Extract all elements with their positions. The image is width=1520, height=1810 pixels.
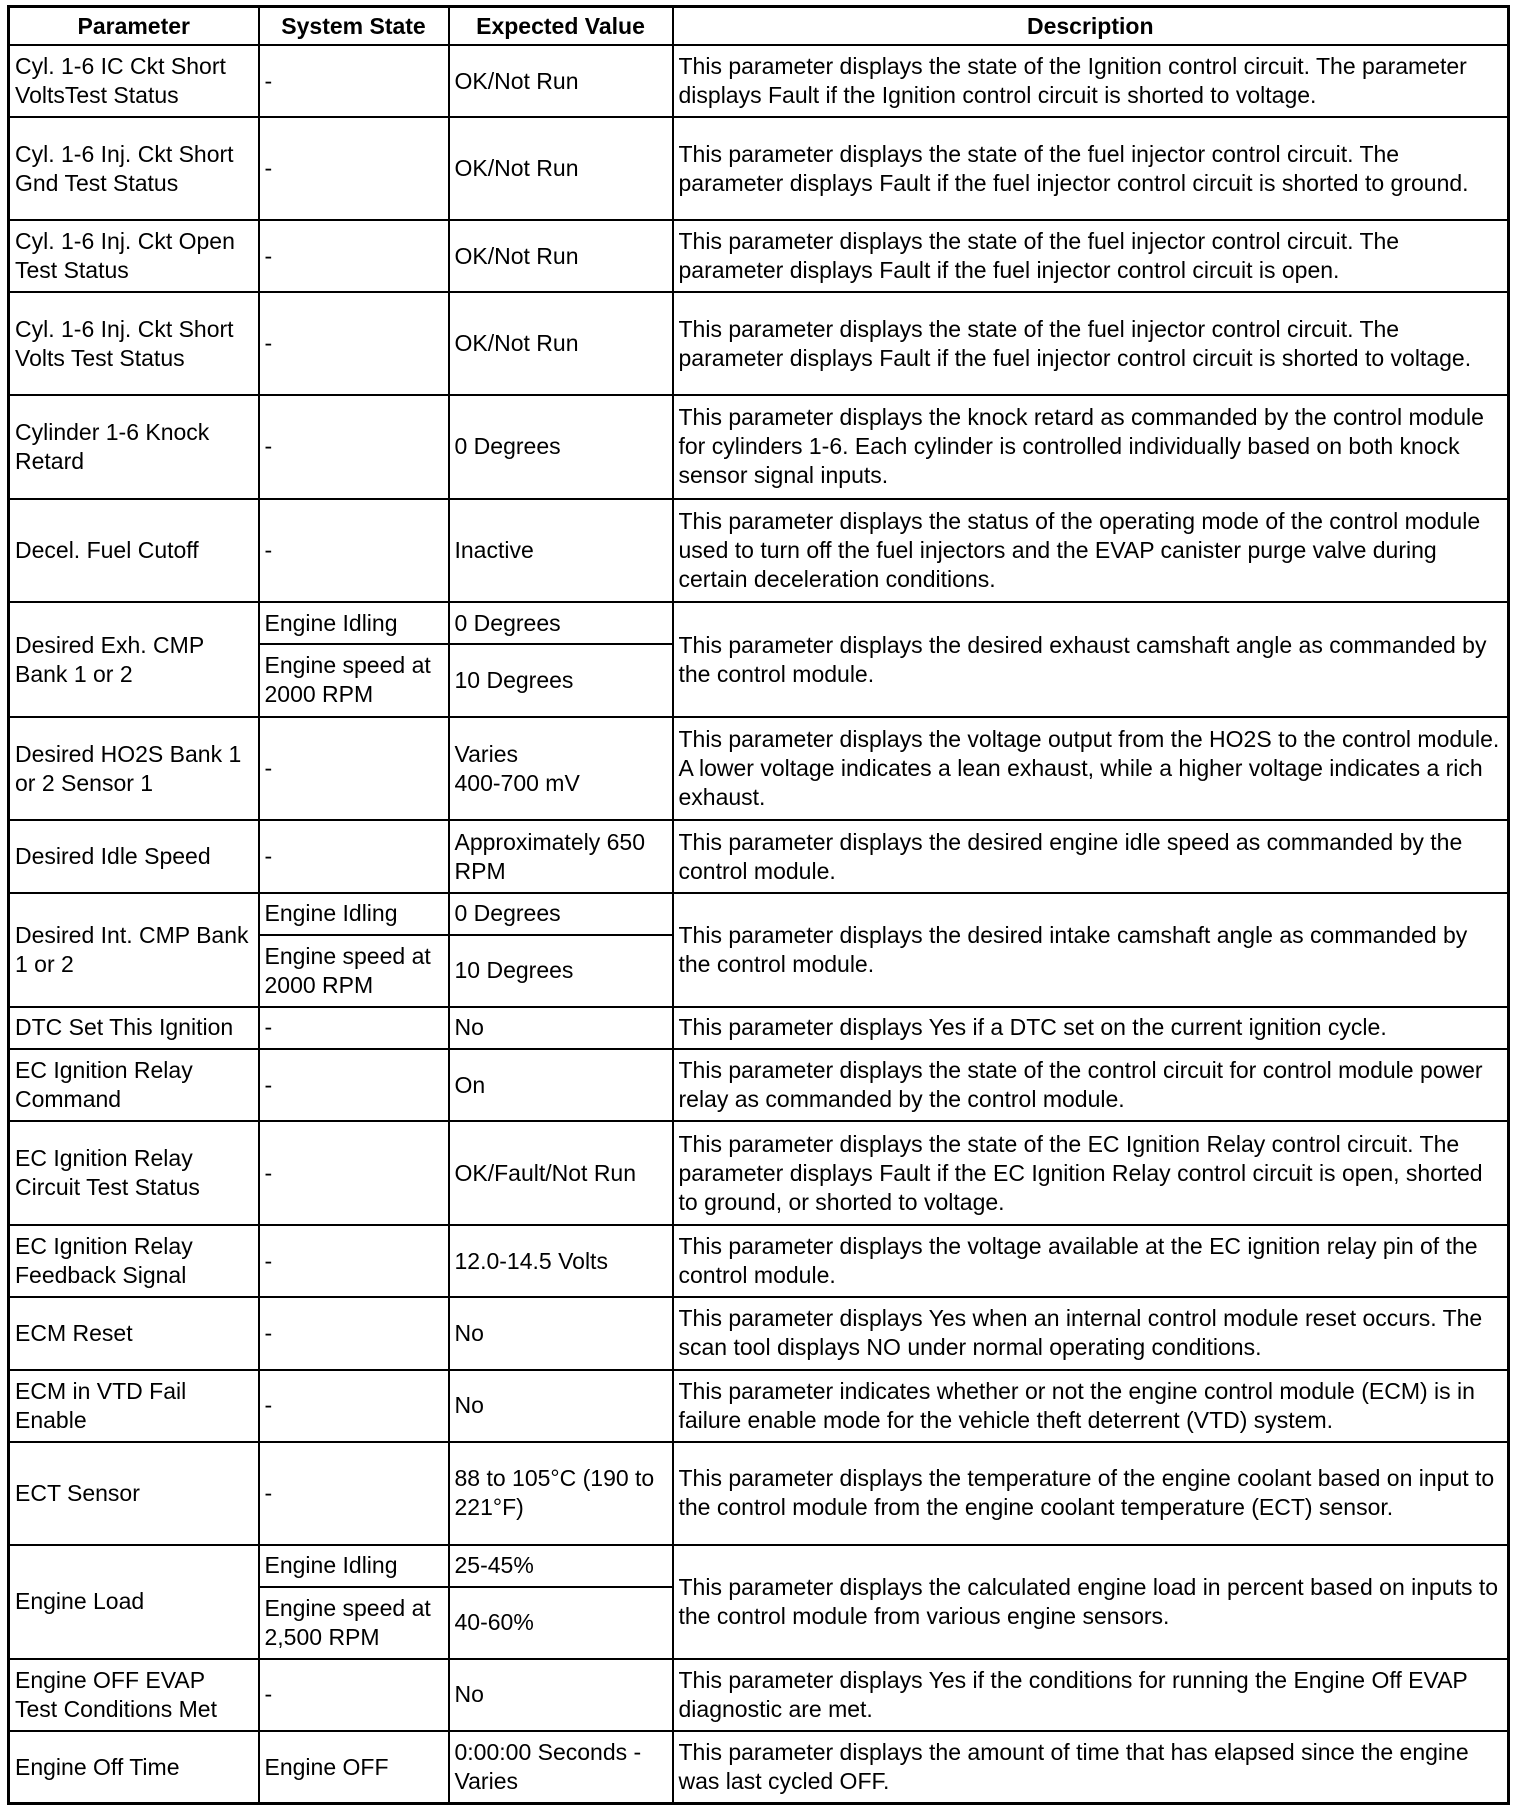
description-cell: This parameter displays the voltage available at the EC ignition relay pin of the control module.: [673, 1225, 1509, 1297]
parameter-table: [7, 5, 1510, 1805]
table-row: [9, 395, 1509, 499]
state-cell: Engine speed at 2,500 RPM: [259, 1587, 449, 1659]
state-cell: -: [259, 1297, 449, 1369]
state-cell: -: [259, 1121, 449, 1225]
value-cell: Approximately 650 RPM: [449, 820, 673, 892]
description-cell: This parameter displays the amount of time that has elapsed since the engine was last cycled OFF.: [673, 1731, 1509, 1803]
table-row: [9, 1121, 1509, 1225]
parameter-cell: Desired Exh. CMP Bank 1 or 2: [9, 602, 259, 716]
description-cell: This parameter displays the temperature of the engine coolant based on input to the control module from the engine coolant temperature (ECT) sensor.: [673, 1442, 1509, 1545]
value-cell: No: [449, 1370, 673, 1442]
table-row: [9, 499, 1509, 603]
value-cell: OK/Not Run: [449, 117, 673, 220]
table-row: [9, 1297, 1509, 1369]
parameter-cell: Cyl. 1-6 Inj. Ckt Short Gnd Test Status: [9, 117, 259, 220]
state-cell: -: [259, 45, 449, 117]
state-cell: Engine OFF: [259, 1731, 449, 1803]
description-cell: This parameter displays the state of the fuel injector control circuit. The parameter displays Fault if the fuel injector control circuit is shorted to voltage.: [673, 292, 1509, 395]
value-cell: OK/Not Run: [449, 45, 673, 117]
parameter-cell: Cyl. 1-6 Inj. Ckt Short Volts Test Status: [9, 292, 259, 395]
table-row: [9, 820, 1509, 892]
description-cell: This parameter displays the desired intake camshaft angle as commanded by the control module.: [673, 893, 1509, 1007]
state-cell: -: [259, 220, 449, 292]
parameter-cell: EC Ignition Relay Circuit Test Status: [9, 1121, 259, 1225]
value-cell: No: [449, 1007, 673, 1049]
table-row: [9, 1659, 1509, 1731]
parameter-cell: Cyl. 1-6 IC Ckt Short VoltsTest Status: [9, 45, 259, 117]
value-cell: 0 Degrees: [449, 893, 673, 935]
parameter-cell: Cylinder 1-6 Knock Retard: [9, 395, 259, 499]
table-row: [9, 1370, 1509, 1442]
parameter-cell: Engine OFF EVAP Test Conditions Met: [9, 1659, 259, 1731]
state-cell: -: [259, 292, 449, 395]
table-row: [9, 1545, 1509, 1587]
description-cell: This parameter displays the voltage output from the HO2S to the control module. A lower voltage indicates a lean exhaust, while a higher voltage indicates a rich exhaust.: [673, 717, 1509, 821]
state-cell: Engine Idling: [259, 602, 449, 644]
description-cell: This parameter displays Yes if the conditions for running the Engine Off EVAP diagnostic are met.: [673, 1659, 1509, 1731]
table-row: [9, 1731, 1509, 1803]
state-cell: -: [259, 1225, 449, 1297]
table-row: [9, 602, 1509, 644]
parameter-cell: EC Ignition Relay Command: [9, 1049, 259, 1121]
table-row: [9, 117, 1509, 220]
value-cell: No: [449, 1659, 673, 1731]
table-row: [9, 717, 1509, 821]
parameter-cell: DTC Set This Ignition: [9, 1007, 259, 1049]
parameter-cell: Decel. Fuel Cutoff: [9, 499, 259, 603]
state-cell: -: [259, 395, 449, 499]
value-cell: 25-45%: [449, 1545, 673, 1587]
parameter-cell: Engine Off Time: [9, 1731, 259, 1803]
value-cell: OK/Not Run: [449, 220, 673, 292]
parameter-cell: Desired Int. CMP Bank 1 or 2: [9, 893, 259, 1007]
state-cell: -: [259, 1370, 449, 1442]
value-cell: 40-60%: [449, 1587, 673, 1659]
parameter-cell: Desired Idle Speed: [9, 820, 259, 892]
state-cell: -: [259, 1659, 449, 1731]
table-row: [9, 1442, 1509, 1545]
description-cell: This parameter displays the calculated engine load in percent based on inputs to the control module from various engine sensors.: [673, 1545, 1509, 1659]
header-expected-value: Expected Value: [449, 7, 673, 46]
value-cell: 0 Degrees: [449, 395, 673, 499]
table-row: [9, 893, 1509, 935]
state-cell: Engine Idling: [259, 893, 449, 935]
description-cell: This parameter displays the desired engine idle speed as commanded by the control module.: [673, 820, 1509, 892]
state-cell: Engine speed at 2000 RPM: [259, 935, 449, 1007]
description-cell: This parameter displays the desired exhaust camshaft angle as commanded by the control module.: [673, 602, 1509, 716]
parameter-cell: Engine Load: [9, 1545, 259, 1659]
value-cell: 88 to 105°C (190 to 221°F): [449, 1442, 673, 1545]
value-cell: 10 Degrees: [449, 935, 673, 1007]
description-cell: This parameter displays the state of the Ignition control circuit. The parameter displays Fault if the Ignition control circuit is shorted to voltage.: [673, 45, 1509, 117]
state-cell: -: [259, 1442, 449, 1545]
state-cell: -: [259, 117, 449, 220]
description-cell: This parameter displays the state of the control circuit for control module power relay as commanded by the control module.: [673, 1049, 1509, 1121]
table-row: [9, 1225, 1509, 1297]
value-cell: On: [449, 1049, 673, 1121]
parameter-cell: Desired HO2S Bank 1 or 2 Sensor 1: [9, 717, 259, 821]
header-parameter: Parameter: [9, 7, 259, 46]
value-cell: No: [449, 1297, 673, 1369]
description-cell: This parameter displays the state of the fuel injector control circuit. The parameter displays Fault if the fuel injector control circuit is open.: [673, 220, 1509, 292]
parameter-cell: Cyl. 1-6 Inj. Ckt Open Test Status: [9, 220, 259, 292]
description-cell: This parameter displays the state of the fuel injector control circuit. The parameter displays Fault if the fuel injector control circuit is shorted to ground.: [673, 117, 1509, 220]
parameter-cell: ECT Sensor: [9, 1442, 259, 1545]
parameter-cell: ECM in VTD Fail Enable: [9, 1370, 259, 1442]
state-cell: Engine speed at 2000 RPM: [259, 644, 449, 716]
description-cell: This parameter indicates whether or not the engine control module (ECM) is in failure enable mode for the vehicle theft deterrent (VTD) system.: [673, 1370, 1509, 1442]
description-cell: This parameter displays Yes when an internal control module reset occurs. The scan tool displays NO under normal operating conditions.: [673, 1297, 1509, 1369]
state-cell: -: [259, 717, 449, 821]
state-cell: -: [259, 1049, 449, 1121]
table-row: [9, 1049, 1509, 1121]
value-cell: Inactive: [449, 499, 673, 603]
table-row: [9, 45, 1509, 117]
value-cell: 0:00:00 Seconds - Varies: [449, 1731, 673, 1803]
description-cell: This parameter displays the knock retard as commanded by the control module for cylinders 1-6. Each cylinder is controlled individually based on both knock sensor signal inputs.: [673, 395, 1509, 499]
value-cell: 12.0-14.5 Volts: [449, 1225, 673, 1297]
value-cell: OK/Fault/Not Run: [449, 1121, 673, 1225]
parameter-cell: ECM Reset: [9, 1297, 259, 1369]
table-row: [9, 1007, 1509, 1049]
table-row: [9, 220, 1509, 292]
state-cell: -: [259, 820, 449, 892]
value-cell: 10 Degrees: [449, 644, 673, 716]
description-cell: This parameter displays the status of the operating mode of the control module used to turn off the fuel injectors and the EVAP canister purge valve during certain deceleration conditions.: [673, 499, 1509, 603]
header-description: Description: [673, 7, 1509, 46]
header-system-state: System State: [259, 7, 449, 46]
state-cell: Engine Idling: [259, 1545, 449, 1587]
header-row: [9, 7, 1509, 46]
value-cell: 0 Degrees: [449, 602, 673, 644]
table-row: [9, 292, 1509, 395]
state-cell: -: [259, 1007, 449, 1049]
description-cell: This parameter displays the state of the EC Ignition Relay control circuit. The parameter displays Fault if the EC Ignition Relay control circuit is open, shorted to ground, or shorted to voltage.: [673, 1121, 1509, 1225]
parameter-cell: EC Ignition Relay Feedback Signal: [9, 1225, 259, 1297]
value-cell: OK/Not Run: [449, 292, 673, 395]
state-cell: -: [259, 499, 449, 603]
description-cell: This parameter displays Yes if a DTC set on the current ignition cycle.: [673, 1007, 1509, 1049]
value-cell: Varies 400-700 mV: [449, 717, 673, 821]
